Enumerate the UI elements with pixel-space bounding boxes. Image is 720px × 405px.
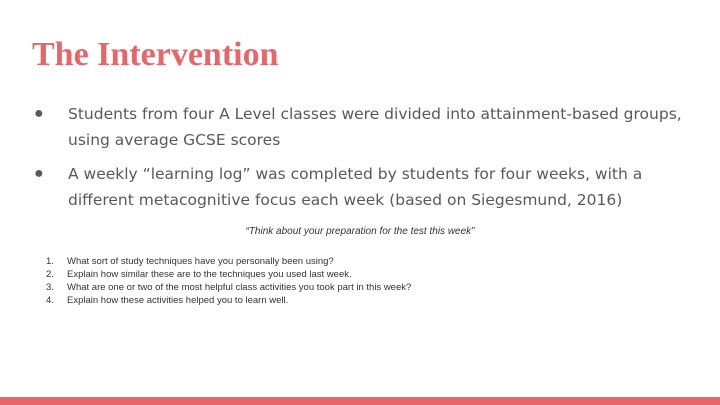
question-text: Explain how similar these are to the techniques you used last week. bbox=[67, 269, 352, 280]
question-text: Explain how these activities helped you to learn well. bbox=[67, 295, 289, 306]
bullet-text: A weekly “learning log” was completed by students for four weeks, with a different metacognitive focus each week (based on Siegesmund, 2016) bbox=[68, 165, 643, 209]
bullet-text: Students from four A Level classes were divided into attainment-based groups, using average GCSE scores bbox=[68, 105, 682, 149]
bullet-icon: ● bbox=[34, 165, 44, 182]
bullet-item bbox=[34, 101, 694, 153]
slide-title: The Intervention bbox=[32, 36, 279, 73]
question-item bbox=[46, 268, 411, 281]
bullet-icon: ● bbox=[34, 105, 44, 122]
question-item bbox=[46, 255, 411, 268]
prompt-quote: “Think about your preparation for the test this week” bbox=[245, 226, 475, 237]
question-list bbox=[46, 255, 411, 307]
question-number: 3. bbox=[46, 282, 54, 293]
question-text: What sort of study techniques have you personally been using? bbox=[67, 256, 334, 267]
question-number: 1. bbox=[46, 256, 54, 267]
question-number: 4. bbox=[46, 295, 54, 306]
question-number: 2. bbox=[46, 269, 54, 280]
bullet-list bbox=[34, 101, 694, 221]
question-text: What are one or two of the most helpful class activities you took part in this week? bbox=[67, 282, 412, 293]
bullet-item bbox=[34, 161, 694, 213]
question-item bbox=[46, 281, 411, 294]
question-item bbox=[46, 294, 411, 307]
accent-bar bbox=[0, 397, 720, 405]
